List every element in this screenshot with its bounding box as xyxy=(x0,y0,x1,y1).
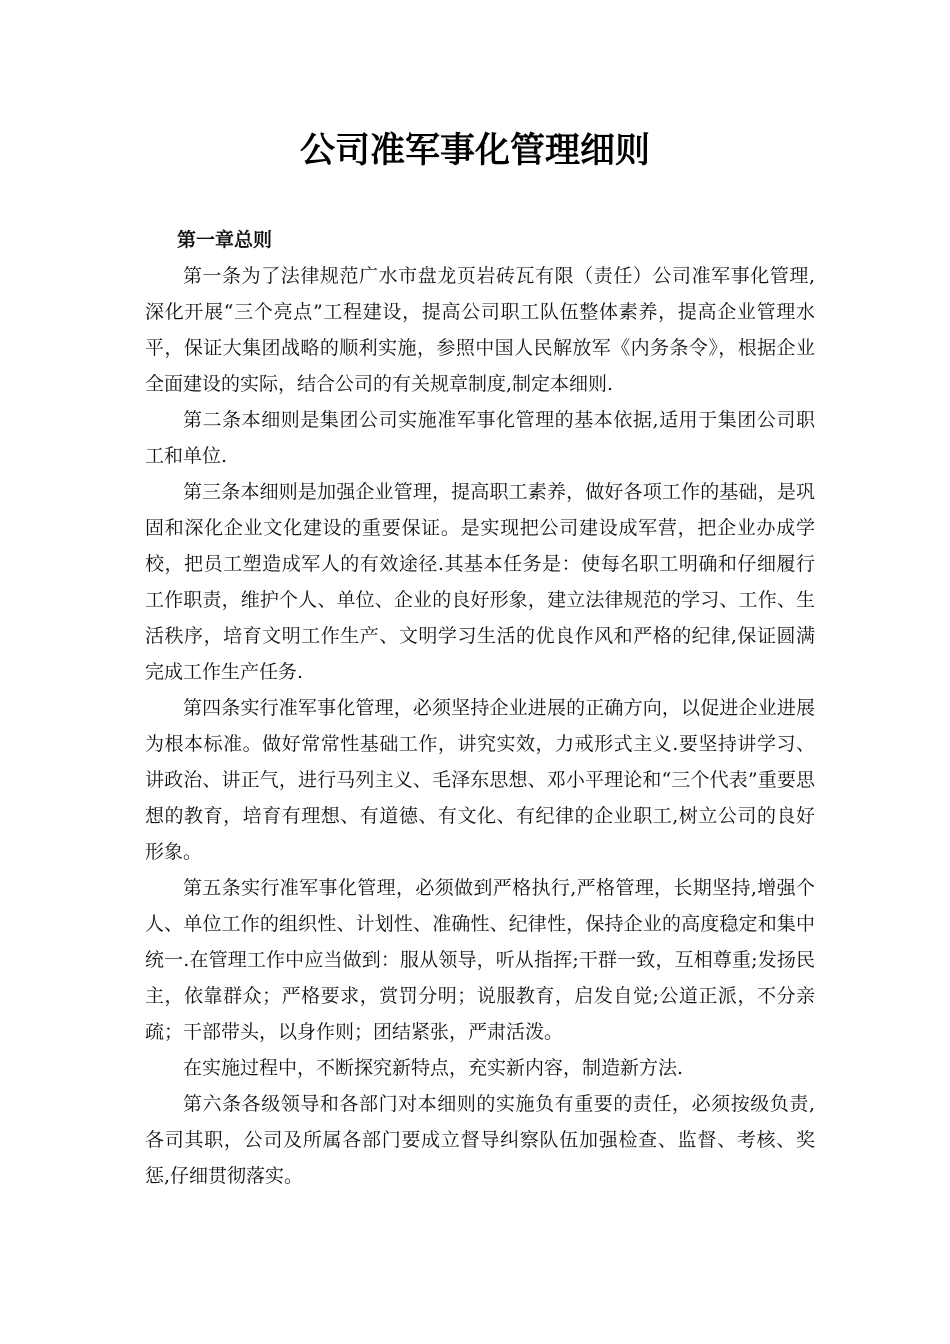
article-4-paragraph: 第四条实行准军事化管理，必须坚持企业进展的正确方向，以促进企业进展为根本标准。做好常常性基础工作，讲究实效，力戒形式主义.要坚持讲学习、讲政治、讲正气，进行马列主义、毛泽东思想、邓小平理论和“三个代表”重要思想的教育，培育有理想、有道德、有文化、有纪律的企业职工,树立公司的良好形象。 xyxy=(145,697,815,863)
article-3-paragraph: 第三条本细则是加强企业管理，提高职工素养，做好各项工作的基础，是巩固和深化企业文化建设的重要保证。是实现把公司建设成军营，把企业办成学校，把员工塑造成军人的有效途径.其基本任务是：使每名职工明确和仔细履行工作职责，维护个人、单位、企业的良好形象，建立法律规范的学习、工作、生活秩序，培育文明工作生产、文明学习生活的优良作风和严格的纪律,保证圆满完成工作生产任务. xyxy=(145,481,815,683)
article-6-paragraph: 第六条各级领导和各部门对本细则的实施负有重要的责任，必须按级负责,各司其职，公司及所属各部门要成立督导纠察队伍加强检查、监督、考核、奖惩,仔细贯彻落实。 xyxy=(145,1093,815,1187)
chapter-heading: 第一章总则 xyxy=(177,229,273,251)
document-title: 公司准军事化管理细则 xyxy=(299,130,650,171)
article-1-paragraph: 第一条为了法律规范广水市盘龙页岩砖瓦有限（责任）公司准军事化管理,深化开展“三个亮点”工程建设，提高公司职工队伍整体素养，提高企业管理水平，保证大集团战略的顺利实施，参照中国人民解放军《内务条令》，根据企业全面建设的实际，结合公司的有关规章制度,制定本细则. xyxy=(145,265,815,395)
implementation-paragraph: 在实施过程中，不断探究新特点，充实新内容，制造新方法. xyxy=(183,1057,684,1079)
article-5-paragraph: 第五条实行准军事化管理，必须做到严格执行,严格管理，长期坚持,增强个人、单位工作的组织性、计划性、准确性、纪律性，保持企业的高度稳定和集中统一.在管理工作中应当做到：服从领导，听从指挥;干群一致，互相尊重;发扬民主，依靠群众；严格要求，赏罚分明；说服教育，启发自觉;公道正派，不分亲疏；干部带头，以身作则；团结紧张，严肃活泼。 xyxy=(145,877,815,1043)
document-body xyxy=(145,222,815,1194)
article-2-paragraph: 第二条本细则是集团公司实施准军事化管理的基本依据,适用于集团公司职工和单位. xyxy=(145,409,815,467)
